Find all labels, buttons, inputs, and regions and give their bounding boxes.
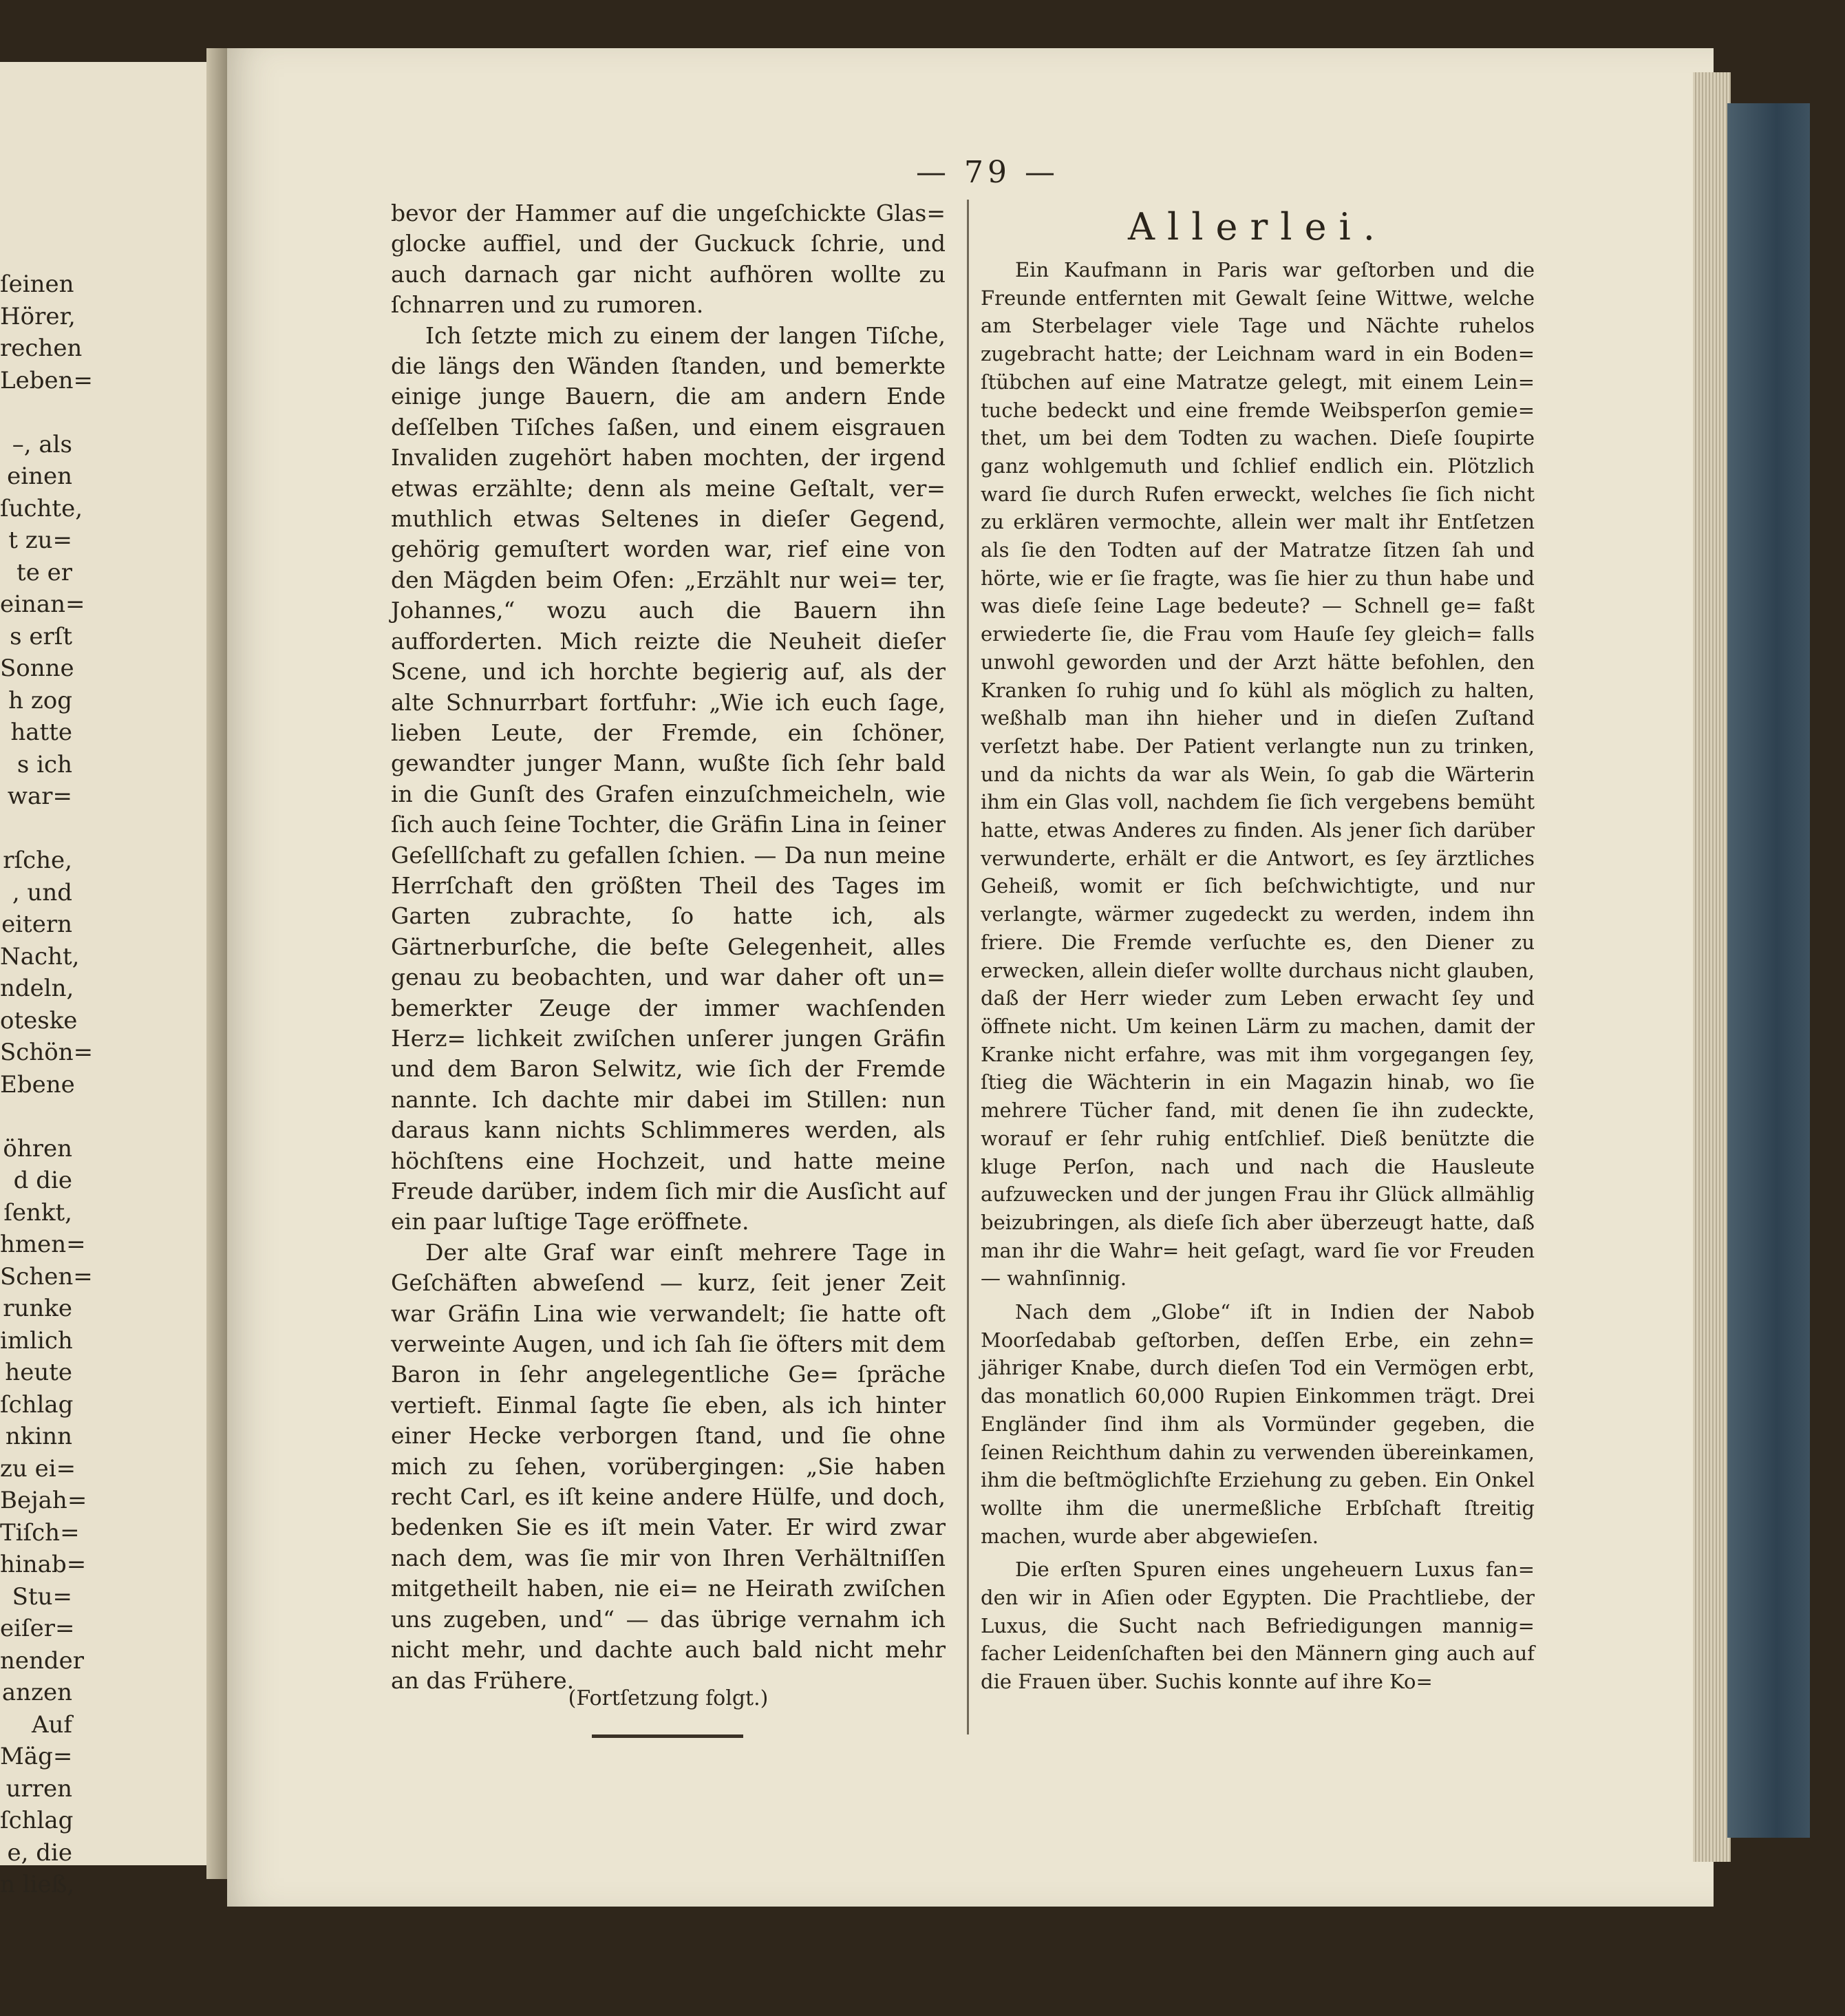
margin-fragment: heute <box>5 1359 72 1386</box>
margin-fragment: –, als <box>12 430 72 458</box>
margin-fragment: urren <box>6 1774 72 1803</box>
margin-fragment: ſchlag <box>0 1807 74 1834</box>
paragraph: Ich ſetzte mich zu einem der langen Tiſche, die längs den Wänden ſtanden, und bemerkte einige junge Bauern, die am andern Ende deſſelben Tiſches ſaßen, und einem eisgrauen Invaliden zugehört haben mochten, der irgend etwas erzählte; denn als meine Geſtalt, ver= muthlich etwas Seltenes in dieſer Gegend, gehörig gemuſtert worden war, rief eine von den Mägden beim Ofen: „Erzählt nur wei= ter, Johannes,“ wozu auch die Bauern ihn aufforderten. Mich reizte die Neuheit dieſer Scene, und ich horchte begierig auf, als der alte Schnurrbart fortfuhr: „Wie ich euch ſage, lieben Leute, der Fremde, ein ſchöner, gewandter junger Mann, wußte ſich ſehr bald in die Gunſt des Grafen einzuſchmeicheln, wie ſich auch ſeine Tochter, die Gräfin Lina in ſeiner Geſellſchaft zu gefallen ſchien. — Da nun meine Herrſchaft den größten Theil des Tages im Garten zubrachte, ſo hatte ich, als Gärtnerburſche, die beſte Gelegenheit, alles genau zu beobachten, und war daher oft un= bemerkter Zeuge der immer wachſenden Herz= lichkeit zwiſchen unſerer jungen Gräfin und dem Baron Selwitz, wie ſich der Fremde nannte. Ich dachte mir dabei im Stillen: nun daraus kann nichts Schlimmeres werden, als höchſtens eine Hochzeit, und hatte meine Freude darüber, indem ſich mir die Ausſicht auf ein paar luſtige Tage eröffnete. <box>391 321 946 1235</box>
margin-fragment: oteske <box>0 1006 78 1034</box>
margin-fragment: einan= <box>0 591 85 618</box>
margin-fragment <box>0 1101 72 1133</box>
margin-fragment: nender <box>0 1646 85 1675</box>
margin-fragment: te er <box>17 558 72 586</box>
margin-fragment: rechen <box>0 335 83 362</box>
margin-fragment: ndeln, <box>0 975 74 1002</box>
page-edges <box>1693 72 1731 1862</box>
column-divider <box>967 200 969 1734</box>
margin-fragment <box>0 813 72 845</box>
margin-fragment: , und <box>12 878 72 906</box>
margin-fragment: öhren <box>3 1134 72 1163</box>
margin-fragment: Schön= <box>0 1039 94 1066</box>
margin-fragment: ſuchte, <box>0 494 83 522</box>
margin-fragment: Nacht, <box>0 942 80 970</box>
margin-fragment: ſeinen <box>0 270 74 298</box>
margin-fragment: Auf <box>31 1710 72 1739</box>
margin-fragment: rſche, <box>3 847 72 874</box>
margin-fragment: hinab= <box>0 1551 87 1578</box>
left-text-column <box>391 198 946 1696</box>
margin-fragment: ſchlag <box>0 1390 74 1419</box>
margin-fragment: einen <box>7 463 72 490</box>
margin-fragment: Leben= <box>0 366 93 394</box>
right-text-column <box>981 256 1535 1701</box>
margin-fragment: Mäg= <box>0 1743 73 1770</box>
margin-fragment: hatte <box>10 719 72 746</box>
margin-fragment: Schen= <box>0 1262 93 1291</box>
margin-fragment: d die <box>13 1167 72 1194</box>
page-number: — 79 — <box>916 155 1059 190</box>
margin-fragment: anzen <box>1 1679 72 1706</box>
paragraph: Die erſten Spuren eines ungeheuern Luxus fan= den wir in Aſien oder Egypten. Die Prachtliebe, der Luxus, die Sucht nach Befriedigungen mannig= facher Leidenſchaften bei den Männern ging auch auf die Frauen über. Suchis konnte auf ihre Ko= <box>981 1558 1535 1694</box>
margin-fragment: Stu= <box>12 1582 72 1611</box>
margin-fragment: zu ei= <box>0 1454 76 1483</box>
margin-fragment: s erſt <box>10 622 72 650</box>
paragraph: Der alte Graf war einſt mehrere Tage in Geſchäften abweſend — kurz, ſeit jener Zeit war Gräfin Lina wie verwandelt; ſie hatte oft verweinte Augen, und ich ſah ſie öfters mit dem Baron in ſehr angelegentliche Ge= ſpräche vertieft. Einmal ſagte ſie eben, als ich hinter einer Hecke verborgen ſtand, und ſie ohne mich zu ſehen, vorübergingen: „Sie haben recht Carl, es iſt keine andere Hülfe, und doch, bedenken Sie es iſt mein Vater. Er wird zwar nach dem, was ſie mir von Ihren Verhältniſſen mitgetheilt haben, nie ei= ne Heirath zwiſchen uns zugeben, und“ — das übrige vernahm ich nicht mehr, und dachte auch bald nicht mehr an das Frühere. <box>391 1238 946 1694</box>
margin-fragment: e, die <box>7 1838 72 1867</box>
paragraph: bevor der Hammer auf die ungeſchickte Glas= glocke auffiel, und der Guckuck ſchrie, und auch darnach gar nicht aufhören wollte zu ſchnarren und zu rumoren. <box>391 200 946 319</box>
left-page <box>0 62 229 1898</box>
section-title: Allerlei. <box>1128 205 1387 248</box>
margin-fragment: n ließ, <box>0 1871 75 1898</box>
margin-fragment: eitern <box>1 911 72 938</box>
margin-fragment: t zu= <box>8 527 72 554</box>
end-rule <box>592 1734 743 1738</box>
margin-fragment: Hörer, <box>0 302 76 330</box>
book-cover <box>1727 103 1810 1838</box>
margin-fragment: h zog <box>8 686 72 714</box>
margin-fragment: Sonne <box>0 655 74 682</box>
margin-fragment <box>0 396 72 429</box>
margin-fragment: hmen= <box>0 1231 86 1258</box>
margin-fragment: ſenkt, <box>3 1198 72 1227</box>
margin-fragment: war= <box>7 783 72 810</box>
margin-fragment: runke <box>3 1295 72 1322</box>
margin-fragment: eiſer= <box>0 1615 75 1642</box>
margin-fragment: Tiſch= <box>0 1518 80 1547</box>
margin-fragment: Bejah= <box>0 1487 87 1514</box>
paragraph: Ein Kaufmann in Paris war geſtorben und die Freunde entfernten mit Gewalt ſeine Wittwe, welche am Sterbelager viele Tage und Nächte ruhelos zugebracht hatte; der Leichnam ward in ein Boden= ſtübchen auf eine Matratze gelegt, mit einem Lein= tuche bedeckt und eine fremde Weibsperſon gemie= thet, um bei dem Todten zu wachen. Dieſe ſoupirte ganz wohlgemuth und ſchlief endlich ein. Plötzlich ward ſie durch Rufen erweckt, welches ſie ſich nicht zu erklären vermochte, allein wer malt ihr Entſetzen als ſie den Todten auf der Matratze ſitzen ſah und hörte, wie er ſie fragte, was ſie hier zu thun habe und was dieſe ſeine Lage bedeute? — Schnell ge= faßt erwiederte ſie, die Frau vom Hauſe ſey gleich= falls unwohl geworden und der Arzt hätte befohlen, den Kranken ſo ruhig und ſo kühl als möglich zu halten, weßhalb man ihn hieher und in dieſen Zuſtand verſetzt habe. Der Patient verlangte nun zu trinken, und da nichts da war als Wein, ſo gab die Wärterin ihm ein Glas voll, nachdem ſie ſich vergebens bemüht hatte, etwas Anderes zu finden. Als jener ſich darüber verwunderte, erhält er die Antwort, es ſey ärztliches Geheiß, womit er ſich beſchwichtigte, und nur verlangte, wärmer zugedeckt zu werden, indem ihn friere. Die Fremde verſuchte es, den Diener zu erwecken, allein dieſer wollte durchaus nicht glauben, daß der Herr wieder zum Leben erwacht ſey und öffnete nicht. Um keinen Lärm zu machen, damit der Kranke nicht erfahre, was mit ihm vorgegangen ſey, ſtieg die Wächterin in ein Magazin hinab, wo ſie mehrere Tücher fand, mit denen ſie ihn zudeckte, worauf er ſehr ruhig entſchlief. Dieß benützte die kluge Perſon, nach und nach die Hausleute aufzuwecken und der jungen Frau ihr Glück allmählig beizubringen, als dieſe ſich aber überzeugt hatte, daß man ihr die Wahr= heit geſagt, ward ſie vor Freuden — wahnſinnig. <box>981 258 1535 1291</box>
paragraph: Nach dem „Globe“ iſt in Indien der Nabob Moorſedabab geſtorben, deſſen Erbe, ein zehn= jähriger Knabe, durch dieſen Tod ein Vermögen erbt, das monatlich 60,000 Rupien Einkommen trägt. Drei Engländer ſind ihm als Vormünder gegeben, die ſeinen Reichthum dahin zu verwenden übereinkamen, ihm die beſtmöglichſte Erziehung zu geben. Ein Onkel wollte ihm die unermeßliche Erbſchaft ſtreitig machen, wurde aber abgewieſen. <box>981 1300 1535 1548</box>
margin-fragment: nkinn <box>5 1423 72 1450</box>
margin-fragment: imlich <box>0 1326 73 1355</box>
continuation-note: (Fortſetzung folgt.) <box>568 1686 769 1710</box>
margin-fragment: Ebene <box>0 1070 75 1099</box>
margin-fragment: s ich <box>17 750 72 778</box>
left-page-text-fragments <box>0 268 94 1901</box>
